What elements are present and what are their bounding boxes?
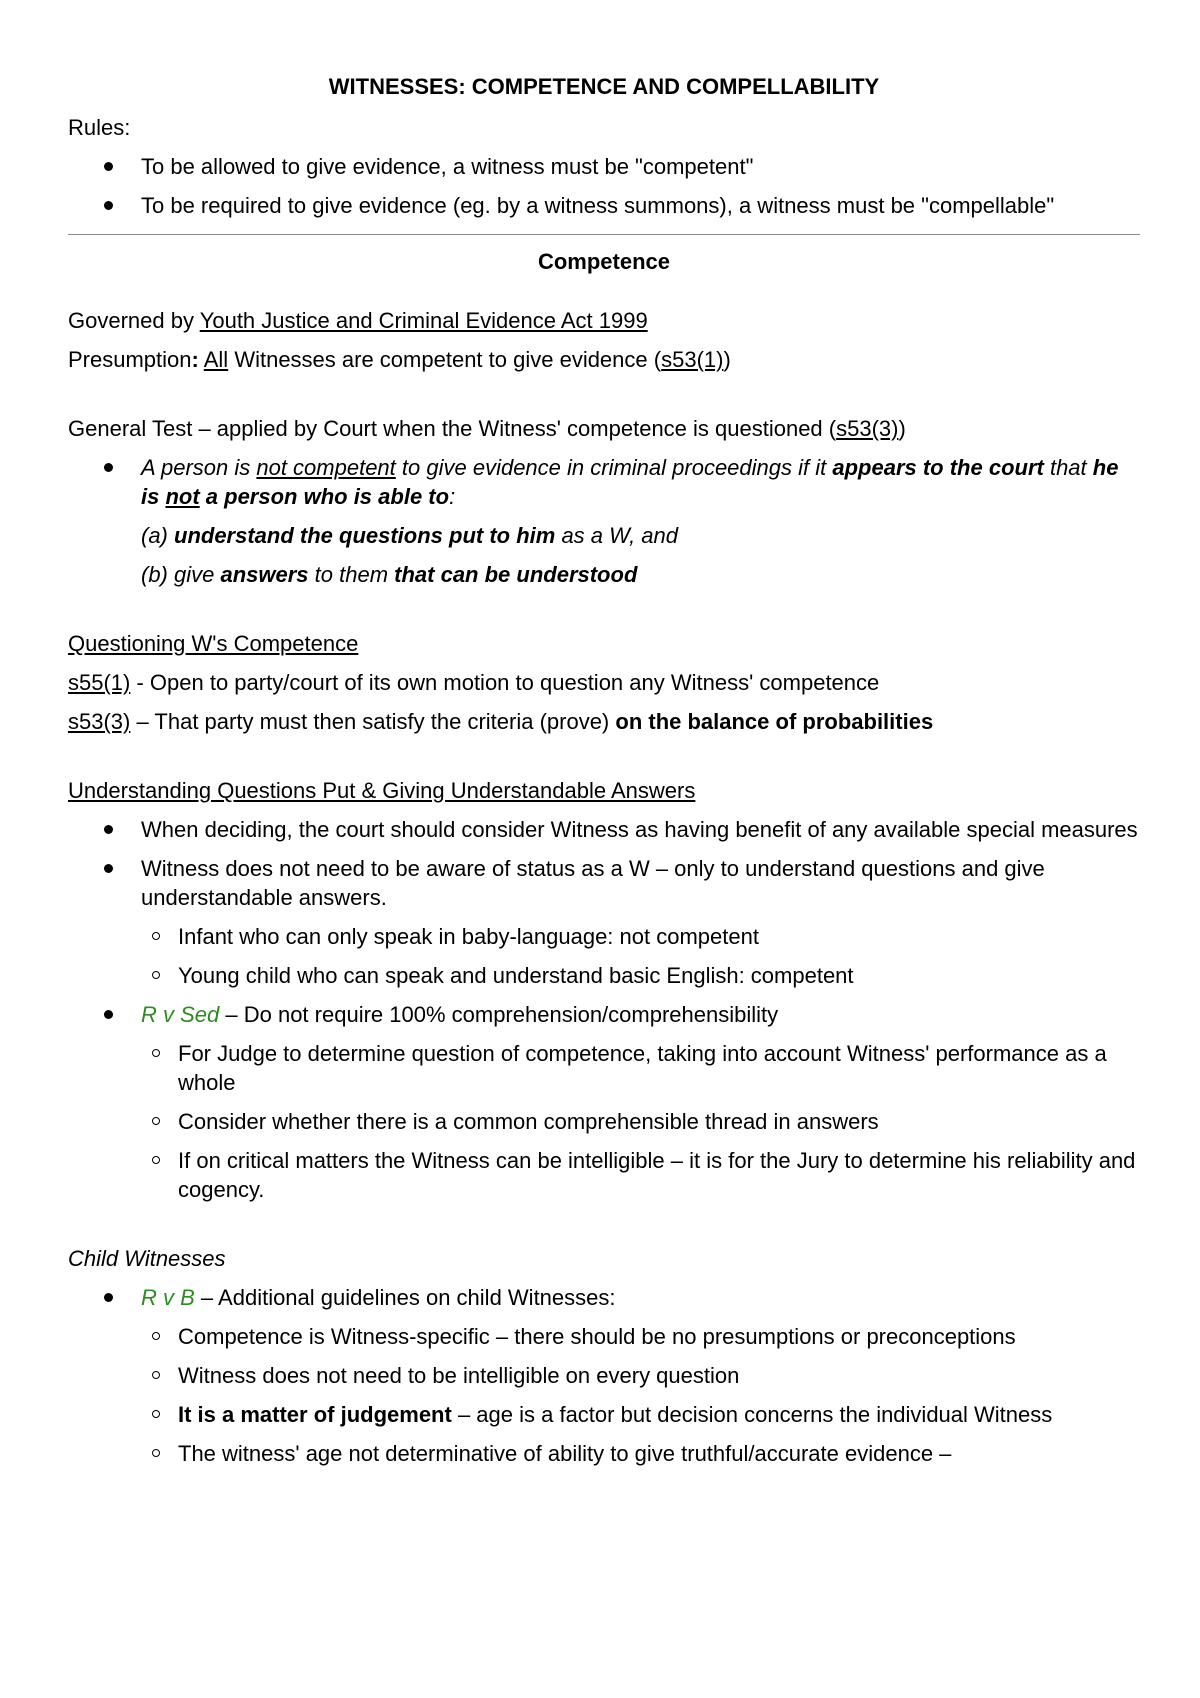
sub-list — [141, 1322, 1140, 1468]
child-witnesses-heading: Child Witnesses — [68, 1246, 226, 1271]
sub-list-item: Infant who can only speak in baby-language: not competent — [141, 922, 1140, 951]
general-test-line: General Test – applied by Court when the Witness' competence is questioned (s53(3)) — [68, 416, 906, 441]
section-heading-competence: Competence — [537, 249, 671, 274]
sub-list-item: Young child who can speak and understand basic English: competent — [141, 961, 1140, 990]
section-reference: s53(3) — [68, 709, 131, 734]
case-name: R v B — [141, 1285, 195, 1310]
list-item: To be allowed to give evidence, a witness must be "competent" — [68, 152, 1140, 181]
presumption-line: Presumption: All Witnesses are competent to give evidence (s53(1)) — [68, 347, 731, 372]
questioning-heading: Questioning W's Competence — [68, 631, 359, 656]
list-item: A person is not competent to give evidence in criminal proceedings if it appears to the court that he is not a person who is able to: (a) understand the questions put to him as a W, and (b) give answers to them that can be understood — [68, 453, 1140, 589]
rules-heading: Rules: — [68, 115, 131, 140]
rules-list — [68, 152, 1140, 220]
test-limb-b: (b) give answers to them that can be understood — [141, 562, 638, 587]
governed-by-line: Governed by Youth Justice and Criminal Evidence Act 1999 — [68, 308, 648, 333]
sub-list-item: Consider whether there is a common comprehensible thread in answers — [141, 1107, 1140, 1136]
section-reference: s53(1) — [661, 347, 724, 372]
section-divider — [68, 234, 1140, 235]
section-reference: s55(1) — [68, 670, 131, 695]
section-reference: s53(3) — [836, 416, 899, 441]
child-witnesses-list — [68, 1283, 1140, 1468]
questioning-line-1: s55(1) - Open to party/court of its own motion to question any Witness' competence — [68, 670, 880, 695]
act-reference: Youth Justice and Criminal Evidence Act 1999 — [199, 308, 648, 333]
sub-list-item: For Judge to determine question of competence, taking into account Witness' performance as a whole — [141, 1039, 1140, 1097]
list-item: R v Sed – Do not require 100% comprehension/comprehensibility For Judge to determine question of competence, taking into account Witness' performance as a whole Consider whether there is a common comprehensible thread in answers If on critical matters the Witness can be intelligible – it is for the Jury to determine his reliability and cogency. — [68, 1000, 1140, 1204]
sub-list-item: It is a matter of judgement – age is a factor but decision concerns the individual Witness — [141, 1400, 1140, 1429]
sub-list — [141, 922, 1140, 990]
sub-list — [141, 1039, 1140, 1204]
document-body — [68, 72, 1140, 1478]
sub-list-item: If on critical matters the Witness can be intelligible – it is for the Jury to determine his reliability and cogency. — [141, 1146, 1140, 1204]
case-name: R v Sed — [141, 1002, 220, 1027]
test-limb-a: (a) understand the questions put to him as a W, and — [141, 523, 679, 548]
list-item: Witness does not need to be aware of status as a W – only to understand questions and give understandable answers. Infant who can only speak in baby-language: not competent Young child who can speak and understand basic English: competent — [68, 854, 1140, 990]
sub-list-item: The witness' age not determinative of ability to give truthful/accurate evidence – — [141, 1439, 1140, 1468]
understanding-heading: Understanding Questions Put & Giving Understandable Answers — [68, 778, 696, 803]
understanding-list — [68, 815, 1140, 1204]
list-item: To be required to give evidence (eg. by a witness summons), a witness must be "compellable" — [68, 191, 1140, 220]
questioning-line-2: s53(3) – That party must then satisfy the criteria (prove) on the balance of probabilities — [68, 709, 934, 734]
sub-list-item: Competence is Witness-specific – there should be no presumptions or preconceptions — [141, 1322, 1140, 1351]
list-item: R v B – Additional guidelines on child Witnesses: Competence is Witness-specific – there should be no presumptions or preconceptions Witness does not need to be intelligible on every question It is a matter of judgement – age is a factor but decision concerns the individual Witness The witness' age not determinative of ability to give truthful/accurate evidence – — [68, 1283, 1140, 1468]
page-title: WITNESSES: COMPETENCE AND COMPELLABILITY — [328, 74, 880, 99]
general-test-list — [68, 453, 1140, 589]
list-item: When deciding, the court should consider Witness as having benefit of any available special measures — [68, 815, 1140, 844]
sub-list-item: Witness does not need to be intelligible on every question — [141, 1361, 1140, 1390]
